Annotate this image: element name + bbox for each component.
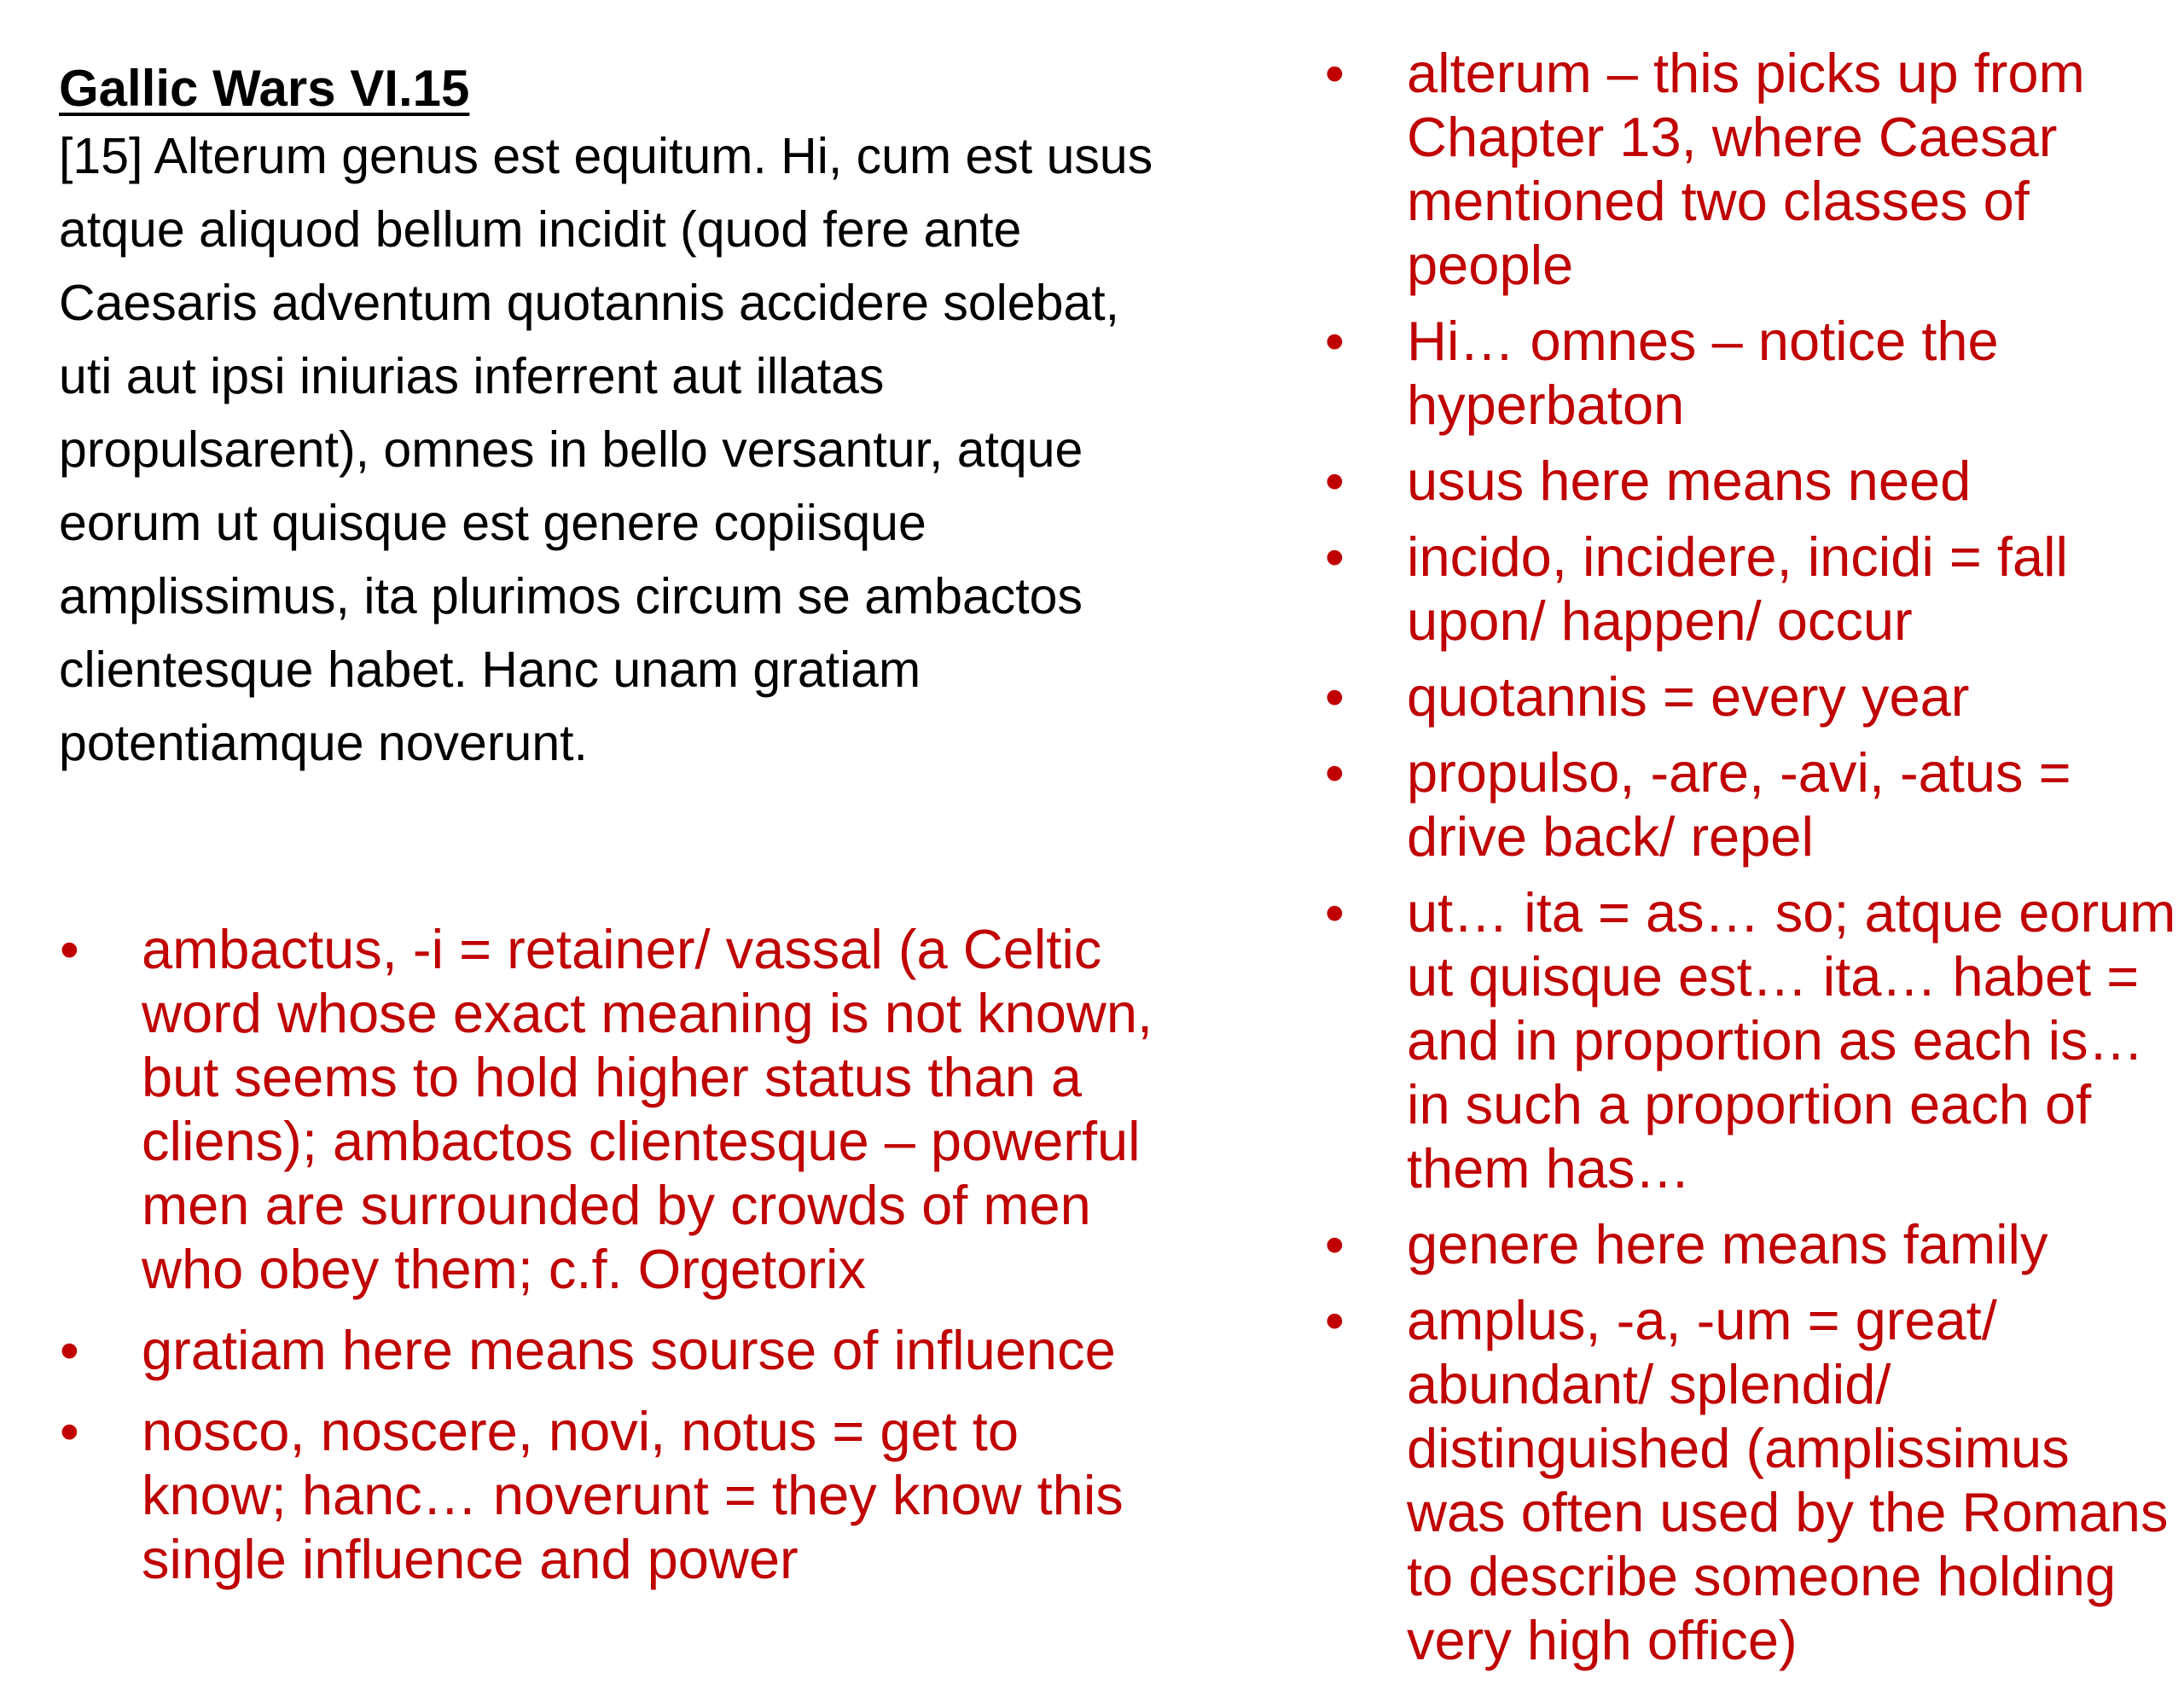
bullet-icon: • [1325, 310, 1345, 372]
slide-title: Gallic Wars VI.15 [59, 60, 470, 117]
passage-line: Caesaris adventum quotannis accidere solebat, [59, 275, 1120, 331]
note-line: in such a proportion each of [1407, 1073, 2092, 1135]
bullet-icon: • [60, 1400, 79, 1462]
note-item [1325, 41, 2175, 297]
note-line: distinguished (amplissimus [1407, 1417, 2070, 1479]
note-item [1325, 740, 2175, 868]
passage-line: propulsarent), omnes in bello versantur, atque [59, 421, 1083, 478]
note-line: word whose exact meaning is not known, [142, 982, 1153, 1044]
note-line: to describe someone holding [1407, 1545, 2117, 1607]
note-line: very high office) [1407, 1609, 1798, 1671]
note-line: gratiam here means sourse of influence [142, 1319, 1116, 1381]
bullet-icon: • [60, 918, 79, 980]
note-line: but seems to hold higher status than a [142, 1046, 1083, 1108]
note-line: Chapter 13, where Caesar [1407, 106, 2058, 168]
note-line: alterum – this picks up from [1407, 42, 2085, 104]
note-item [60, 1399, 1153, 1591]
note-line: who obey them; c.f. Orgetorix [142, 1238, 866, 1300]
note-line: genere here means family [1407, 1213, 2048, 1275]
note-line: and in proportion as each is… [1407, 1009, 2144, 1071]
note-item [60, 1318, 1153, 1382]
note-line: abundant/ splendid/ [1407, 1353, 1891, 1415]
passage-line: eorum ut quisque est genere copiisque [59, 495, 926, 551]
note-line: quotannis = every year [1407, 665, 1970, 728]
passage-line: amplissimus, ita plurimos circum se ambactos [59, 568, 1083, 624]
left-notes-list [60, 917, 1153, 1608]
bullet-icon: • [1325, 881, 1345, 944]
bullet-icon: • [60, 1319, 79, 1381]
right-notes-list [1325, 41, 2176, 1684]
note-line: drive back/ repel [1407, 805, 1814, 868]
passage-line: atque aliquod bellum incidit (quod fere ante [59, 201, 1022, 258]
note-line: mentioned two classes of [1407, 170, 2030, 232]
note-item [60, 917, 1153, 1301]
bullet-icon: • [1325, 450, 1345, 512]
note-line: hyperbaton [1407, 374, 1685, 436]
bullet-icon: • [1325, 42, 1345, 104]
bullet-icon: • [1325, 526, 1345, 588]
note-item [1325, 880, 2176, 1200]
passage-line: [15] Alterum genus est equitum. Hi, cum est usus [59, 128, 1153, 184]
note-line: them has… [1407, 1137, 1691, 1199]
note-line: Hi… omnes – notice the [1407, 310, 1999, 372]
note-line: incido, incidere, incidi = fall [1407, 526, 2068, 588]
note-line: upon/ happen/ occur [1407, 589, 1913, 652]
note-line: propulso, -are, -avi, -atus = [1407, 741, 2071, 804]
note-line: ut quisque est… ita… habet = [1407, 945, 2140, 1007]
note-line: single influence and power [142, 1528, 799, 1590]
note-line: amplus, -a, -um = great/ [1407, 1289, 1997, 1351]
note-line: men are surrounded by crowds of men [142, 1174, 1091, 1236]
note-line: ambactus, -i = retainer/ vassal (a Celtic [142, 918, 1102, 980]
passage-line: clientesque habet. Hanc unam gratiam [59, 642, 921, 698]
note-line: nosco, noscere, novi, notus = get to [142, 1400, 1019, 1462]
bullet-icon: • [1325, 1213, 1345, 1275]
note-line: know; hanc… noverunt = they know this [142, 1464, 1124, 1526]
note-line: was often used by the Romans [1407, 1481, 2169, 1543]
bullet-icon: • [1325, 1289, 1345, 1351]
passage-line: uti aut ipsi iniurias inferrent aut illatas [59, 348, 885, 404]
bullet-icon: • [1325, 665, 1345, 728]
note-line: usus here means need [1407, 450, 1972, 512]
note-line: ut… ita = as… so; atque eorum [1407, 881, 2176, 944]
note-line: cliens); ambactos clientesque – powerful [142, 1110, 1141, 1172]
note-item [1325, 309, 2175, 437]
note-item [1325, 1288, 2175, 1672]
note-item [1325, 1212, 2175, 1276]
passage-line: potentiamque noverunt. [59, 715, 588, 771]
latin-passage [59, 119, 1292, 780]
note-item [1325, 665, 2175, 729]
note-line: people [1407, 234, 1574, 296]
bullet-icon: • [1325, 741, 1345, 804]
note-item [1325, 449, 2175, 513]
note-item [1325, 525, 2175, 653]
